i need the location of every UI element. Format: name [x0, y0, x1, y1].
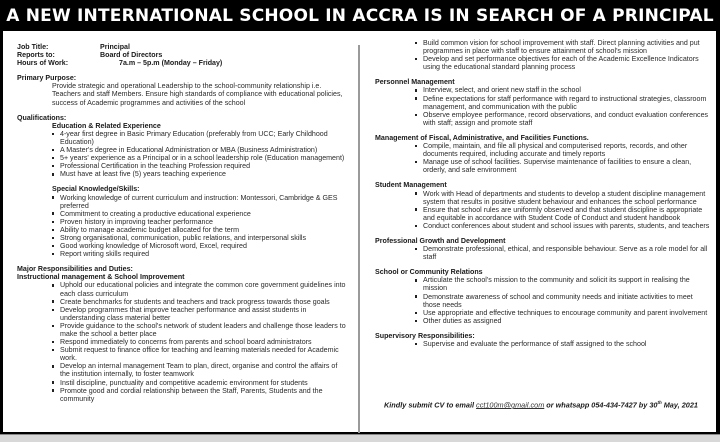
left-column — [17, 43, 347, 403]
fiscal-list — [375, 142, 710, 174]
right-column — [375, 39, 710, 348]
application-instructions — [384, 400, 704, 409]
professional-heading: Professional Growth and Development — [375, 236, 506, 245]
list-item: Must have at least five (5) years teaching experience — [52, 170, 347, 178]
list-item: Interview, select, and orient new staff in the school — [415, 86, 710, 94]
list-item: Demonstrate awareness of school and community needs and initiate activities to meet those needs — [415, 293, 710, 309]
list-item: Supervise and evaluate the performance of staff assigned to the school — [415, 340, 710, 348]
email-link[interactable]: cct100m@gmail.com — [476, 400, 545, 410]
student-heading: Student Management — [375, 181, 447, 190]
list-item: Promote good and cordial relationship between the Staff, Parents, Students and the community — [52, 387, 347, 403]
footer-ordinal: th — [657, 400, 662, 405]
list-item: Other duties as assigned — [415, 317, 710, 325]
list-item: Commitment to creating a productive educational experience — [52, 210, 347, 218]
personnel-list — [375, 86, 710, 126]
reports-to-label: Reports to: — [17, 51, 55, 60]
job-info — [17, 43, 347, 67]
education-list — [17, 130, 347, 179]
supervisory-list — [375, 340, 710, 348]
list-item: Working knowledge of current curriculum and instruction: Montessori, Cambridge & GES preferred — [52, 194, 347, 210]
education-heading: Education & Related Experience — [52, 121, 161, 130]
community-heading: School or Community Relations — [375, 268, 483, 277]
instructional-list-continued — [375, 39, 710, 71]
list-item: 5+ years' experience as a Principal or in a school leadership role (Education management) — [52, 154, 347, 162]
primary-purpose-heading: Primary Purpose: — [17, 74, 77, 83]
list-item: Compile, maintain, and file all physical and computerised reports, records, and other documents required, including accurate and timely reports — [415, 142, 710, 158]
list-item: Ability to manage academic budget allocated for the term — [52, 226, 347, 234]
list-item: Define expectations for staff performance with regard to instructional strategies, classroom management, and communication with the public — [415, 95, 710, 111]
qualifications-heading: Qualifications: — [17, 113, 67, 122]
responsibilities-heading: Major Responsibilities and Duties: — [17, 265, 133, 274]
instructional-heading: Instructional management & School Improvement — [17, 273, 185, 282]
hours-label: Hours of Work: — [17, 59, 69, 68]
list-item: 4-year first degree in Basic Primary Education (preferably from UCC; Early Childhood Education) — [52, 130, 347, 146]
list-item: Build common vision for school improvement with staff. Direct planning activities and put programmes in place with staff to ensure attainment of school's mission — [415, 39, 710, 55]
list-item: Develop programmes that improve teacher performance and assist students in understanding class material better — [52, 306, 347, 322]
list-item: Develop an internal management Team to plan, direct, organise and control the affairs of the institution internally, to foster teamwork — [52, 362, 347, 378]
footer-prefix: Kindly submit CV to email — [384, 400, 477, 410]
job-title-label: Job Title: — [17, 43, 49, 51]
list-item: Strong organisational, communication, public relations, and interpersonal skills — [52, 234, 347, 242]
instructional-list — [17, 281, 347, 402]
professional-list — [375, 245, 710, 261]
skills-heading: Special Knowledge/Skills: — [52, 185, 140, 194]
bottom-border — [0, 434, 720, 442]
list-item: Good working knowledge of Microsoft word, Excel, required — [52, 242, 347, 250]
community-list — [375, 276, 710, 325]
column-divider — [358, 45, 360, 433]
fiscal-heading: Management of Fiscal, Administrative, and Facilities Functions. — [375, 133, 589, 142]
list-item: Proven history in improving teacher performance — [52, 218, 347, 226]
reports-to-value: Board of Directors — [100, 51, 163, 60]
list-item: Report writing skills required — [52, 250, 347, 258]
list-item: Develop and set performance objectives for each of the Academic Excellence Indicators using the educational standard planning process — [415, 55, 710, 71]
list-item: Create benchmarks for students and teachers and track progress towards those goals — [52, 298, 347, 306]
supervisory-heading: Supervisory Responsibilities: — [375, 331, 475, 340]
skills-list — [17, 194, 347, 259]
list-item: Use appropriate and effective techniques to encourage community and parent involvement — [415, 309, 710, 317]
footer-middle: or whatsapp 054-434-7427 by 30 — [544, 400, 658, 410]
list-item: Respond immediately to concerns from parents and school board administrators — [52, 338, 347, 346]
hours-value: 7a.m – 5p.m (Monday – Friday) — [119, 59, 223, 68]
reports-to-row — [17, 51, 347, 59]
list-item: Manage use of school facilities. Supervise maintenance of facilities to ensure a clean, orderly, and safe environment — [415, 158, 710, 174]
primary-purpose-text: Provide strategic and operational Leadership to the school-community relationship i.e. Teachers and staff Members. Ensure high standards of compliance with educational policies, success of Academic programmes and activities of the school — [52, 82, 343, 107]
list-item: Instil discipline, punctuality and competitive academic environment for students — [52, 379, 347, 387]
page-title: A NEW INTERNATIONAL SCHOOL IN ACCRA IS IN SEARCH OF A PRINCIPAL — [0, 0, 720, 31]
footer-suffix: May, 2021 — [661, 400, 698, 410]
personnel-heading: Personnel Management — [375, 78, 455, 87]
list-item: Professional Certification in the teaching Profession required — [52, 162, 347, 170]
list-item: Provide guidance to the school's network of student leaders and challenge those leaders to make the school a better place — [52, 322, 347, 338]
student-list — [375, 190, 710, 230]
list-item: Conduct conferences about student and school issues with parents, students, and teachers — [415, 222, 710, 230]
list-item: Articulate the school's mission to the community and solicit its support in realising the mission — [415, 276, 710, 292]
list-item: Work with Head of departments and students to develop a student discipline management system that results in positive student behaviour and enhances the school performance — [415, 190, 710, 206]
list-item: Observe employee performance, record observations, and conduct evaluation conferences with staff; assign and promote staff — [415, 111, 710, 127]
job-title-row — [17, 43, 347, 51]
hours-row — [17, 59, 347, 67]
list-item: Demonstrate professional, ethical, and responsible behaviour. Serve as a role model for all staff — [415, 245, 710, 261]
list-item: Submit request to finance office for teaching and learning materials needed for Academic work. — [52, 346, 347, 362]
list-item: Ensure that school rules are uniformly observed and that student discipline is appropriate and equitable in accordance with Student Code of Conduct and student handbook — [415, 206, 710, 222]
list-item: A Master's degree in Educational Administration or MBA (Business Administration) — [52, 146, 347, 154]
job-title-value: Principal — [100, 43, 130, 51]
list-item: Uphold our educational policies and integrate the common core government guidelines into each class curriculum — [52, 281, 347, 297]
